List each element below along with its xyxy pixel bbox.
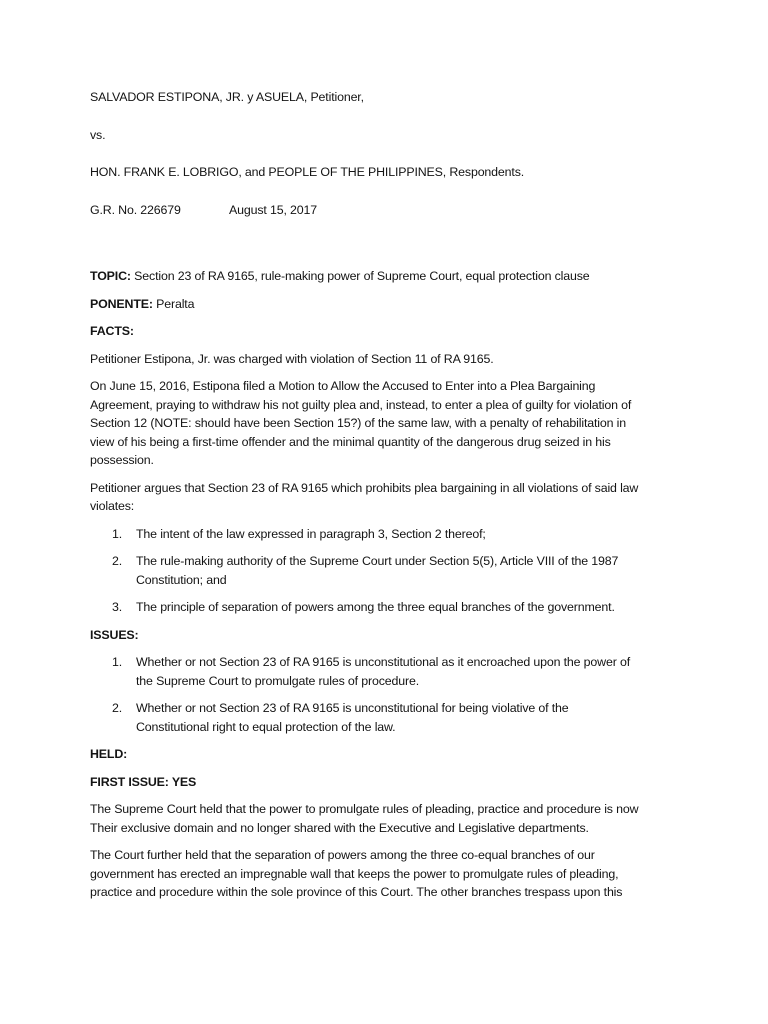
list-item-line: The intent of the law expressed in paragraph 3, Section 2 thereof; (136, 526, 486, 541)
paragraph-line: view of his being a first-time offender and the minimal quantity of the dangerous drug seized in his (90, 434, 611, 449)
gr-number: G.R. No. 226679 (90, 202, 181, 217)
topic-text: Section 23 of RA 9165, rule-making power of Supreme Court, equal protection clause (130, 269, 590, 283)
held-paragraph-1 (90, 800, 670, 837)
list-item-line: The principle of separation of powers among the three equal branches of the government. (136, 600, 615, 614)
list-number: 2. (112, 701, 123, 715)
paragraph-line: possession. (90, 453, 154, 467)
ponente-label: PONENTE: (90, 296, 153, 311)
list-item (90, 552, 670, 589)
issues-heading: ISSUES: (90, 627, 139, 642)
paragraph-line: practice and procedure within the sole province of this Court. The other branches trespass upon this (90, 885, 623, 899)
facts-heading: FACTS: (90, 324, 134, 338)
petitioner-line: SALVADOR ESTIPONA, JR. y ASUELA, Petitioner, (90, 90, 364, 104)
list-item (90, 598, 670, 617)
respondents-line: HON. FRANK E. LOBRIGO, and PEOPLE OF THE PHILIPPINES, Respondents. (90, 165, 525, 179)
arguments-list (90, 525, 670, 617)
paragraph-line: The Supreme Court held that the power to promulgate rules of pleading, practice and procedure is now (90, 802, 639, 816)
list-item-line: The rule-making authority of the Supreme Court under Section 5(5), Article VIII of the 1987 (136, 554, 619, 568)
paragraph-line: violates: (90, 499, 135, 513)
ponente-line (90, 295, 670, 314)
topic-label: TOPIC: (90, 269, 131, 283)
decision-date: August 15, 2017 (229, 202, 317, 217)
paragraph-line: Section 12 (NOTE: should have been Section 15?) of the same law, with a penalty of rehabilitation in (90, 416, 627, 430)
case-number-row (90, 201, 670, 220)
versus-line: vs. (90, 127, 106, 142)
paragraph-line: On June 15, 2016, Estipona filed a Motion to Allow the Accused to Enter into a Plea Bargaining (90, 379, 596, 393)
list-number: 1. (112, 526, 123, 541)
facts-paragraph-3 (90, 479, 670, 516)
paragraph-line: Petitioner argues that Section 23 of RA 9165 which prohibits plea bargaining in all violations of said law (90, 480, 639, 495)
ponente-text: Peralta (152, 296, 195, 311)
paragraph-line: Their exclusive domain and no longer shared with the Executive and Legislative departments. (90, 820, 589, 835)
document-page (90, 88, 670, 911)
paragraph-line: government has erected an impregnable wall that keeps the power to promulgate rules of pleading, (90, 866, 619, 881)
list-number: 1. (112, 655, 123, 669)
facts-paragraph-2 (90, 377, 670, 470)
facts-paragraph-1: Petitioner Estipona, Jr. was charged with violation of Section 11 of RA 9165. (90, 351, 494, 366)
topic-line (90, 267, 670, 286)
held-heading: HELD: (90, 747, 128, 761)
paragraph-line: The Court further held that the separation of powers among the three co-equal branches of our (90, 848, 595, 862)
list-item-line: Whether or not Section 23 of RA 9165 is unconstitutional as it encroached upon the power of (136, 655, 630, 669)
first-issue-heading: FIRST ISSUE: YES (90, 774, 197, 789)
paragraph-line: Agreement, praying to withdraw his not guilty plea and, instead, to enter a plea of guilty for violation of (90, 397, 632, 412)
list-item-line: the Supreme Court to promulgate rules of procedure. (136, 673, 419, 688)
list-item-line: Whether or not Section 23 of RA 9165 is unconstitutional for being violative of the (136, 701, 569, 715)
issues-list (90, 653, 670, 736)
list-item (90, 525, 670, 544)
held-paragraph-2 (90, 846, 670, 902)
list-item-line: Constitution; and (136, 572, 227, 587)
list-number: 3. (112, 600, 123, 614)
list-item-line: Constitutional right to equal protection of the law. (136, 719, 396, 734)
list-number: 2. (112, 554, 123, 568)
list-item (90, 699, 670, 736)
list-item (90, 653, 670, 690)
